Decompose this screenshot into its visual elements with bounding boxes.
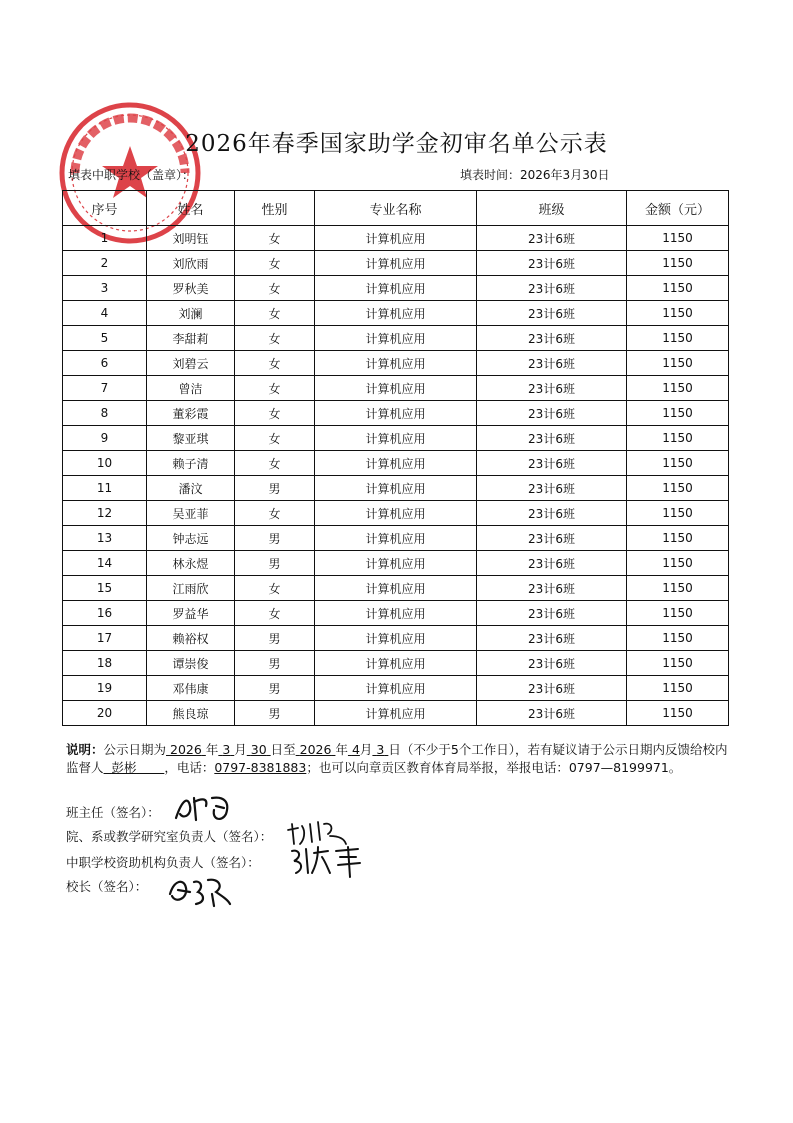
year-unit: 年 [205,742,219,757]
table-row [63,526,729,551]
page-title: 2026年春季国家助学金初审名单公示表 [185,131,608,157]
cell-index: 16 [63,601,147,626]
head-teacher-signature-label: 班主任（签名）： [66,805,160,820]
cell-name: 刘明钰 [147,226,235,251]
cell-gender: 女 [235,301,315,326]
aid-office-head-signature [288,843,368,879]
table-row [63,576,729,601]
year-unit-2: 年 [335,742,348,757]
table-row [63,626,729,651]
cell-major: 计算机应用 [315,401,477,426]
table-row [63,351,729,376]
cell-class: 23计6班 [477,701,627,726]
col-header-major: 专业名称 [315,191,477,226]
end-year-value: 2026 [299,742,332,757]
cell-major: 计算机应用 [315,451,477,476]
table-row [63,601,729,626]
cell-class: 23计6班 [477,301,627,326]
cell-index: 2 [63,251,147,276]
cell-index: 9 [63,426,147,451]
cell-class: 23计6班 [477,601,627,626]
cell-gender: 女 [235,276,315,301]
head-teacher-signature [172,792,234,824]
cell-class: 23计6班 [477,326,627,351]
cell-index: 17 [63,626,147,651]
cell-index: 12 [63,501,147,526]
cell-index: 10 [63,451,147,476]
cell-major: 计算机应用 [315,476,477,501]
cell-amount: 1150 [627,676,729,701]
cell-class: 23计6班 [477,276,627,301]
cell-amount: 1150 [627,501,729,526]
cell-major: 计算机应用 [315,376,477,401]
start-day-value: 30 [250,742,267,757]
cell-gender: 男 [235,676,315,701]
table-row [63,551,729,576]
cell-major: 计算机应用 [315,526,477,551]
cell-index: 18 [63,651,147,676]
fill-date-value: 2026年3月30日 [520,168,610,182]
cell-index: 3 [63,276,147,301]
table-row [63,451,729,476]
cell-major: 计算机应用 [315,226,477,251]
fill-unit-label: 填表中职学校（盖章）： [68,168,195,182]
cell-gender: 男 [235,551,315,576]
table-row [63,326,729,351]
cell-gender: 男 [235,701,315,726]
cell-amount: 1150 [627,376,729,401]
cell-name: 熊良琼 [147,701,235,726]
cell-name: 吴亚菲 [147,501,235,526]
day-unit-to: 日至 [270,742,296,757]
cell-major: 计算机应用 [315,276,477,301]
recipient-table [62,190,729,726]
end-day-value: 3 [376,742,385,757]
cell-class: 23计6班 [477,251,627,276]
department-head-signature-label: 院、系或教学研究室负责人（签名）： [66,829,273,844]
cell-class: 23计6班 [477,676,627,701]
cell-gender: 男 [235,526,315,551]
col-header-amount: 金额（元） [627,191,729,226]
cell-gender: 女 [235,576,315,601]
cell-amount: 1150 [627,601,729,626]
cell-name: 赖子清 [147,451,235,476]
notice-part-3: ，电话： [164,760,215,775]
cell-major: 计算机应用 [315,351,477,376]
end-month [348,742,360,757]
cell-index: 19 [63,676,147,701]
cell-class: 23计6班 [477,576,627,601]
cell-gender: 女 [235,401,315,426]
cell-major: 计算机应用 [315,251,477,276]
table-body [63,226,729,726]
cell-class: 23计6班 [477,526,627,551]
cell-gender: 女 [235,501,315,526]
month-unit-2: 月 [359,742,373,757]
cell-amount: 1150 [627,226,729,251]
cell-index: 20 [63,701,147,726]
notice-part-2: 日（不少于5个工作日），若有疑议请于公示日期内反馈给校内监督人 [66,742,728,775]
cell-gender: 女 [235,351,315,376]
cell-class: 23计6班 [477,501,627,526]
cell-gender: 女 [235,326,315,351]
table-header-row [63,191,729,226]
cell-amount: 1150 [627,451,729,476]
cell-amount: 1150 [627,526,729,551]
cell-name: 曾洁 [147,376,235,401]
cell-class: 23计6班 [477,376,627,401]
notice-part-4: ；也可以向章贡区教育体育局举报，举报电话：0797—8199971。 [306,760,682,775]
cell-class: 23计6班 [477,426,627,451]
cell-name: 李甜莉 [147,326,235,351]
cell-index: 11 [63,476,147,501]
cell-major: 计算机应用 [315,651,477,676]
cell-major: 计算机应用 [315,326,477,351]
cell-class: 23计6班 [477,226,627,251]
notice-text [66,741,732,777]
cell-index: 13 [63,526,147,551]
col-header-class: 班级 [477,191,627,226]
cell-amount: 1150 [627,651,729,676]
table-row [63,301,729,326]
cell-gender: 男 [235,651,315,676]
cell-major: 计算机应用 [315,676,477,701]
cell-amount: 1150 [627,351,729,376]
cell-name: 钟志远 [147,526,235,551]
supervisor-phone: 0797-8381883 [214,760,307,775]
cell-major: 计算机应用 [315,426,477,451]
cell-gender: 女 [235,226,315,251]
cell-amount: 1150 [627,276,729,301]
cell-class: 23计6班 [477,551,627,576]
cell-gender: 女 [235,251,315,276]
cell-amount: 1150 [627,551,729,576]
cell-major: 计算机应用 [315,601,477,626]
table-row [63,476,729,501]
cell-name: 潘汶 [147,476,235,501]
table-row [63,276,729,301]
table-row [63,426,729,451]
table-row [63,376,729,401]
aid-office-head-signature-label: 中职学校资助机构负责人（签名）： [66,855,260,870]
end-year [296,742,336,757]
cell-name: 刘澜 [147,301,235,326]
table-row [63,701,729,726]
cell-name: 林永煜 [147,551,235,576]
cell-name: 江雨欣 [147,576,235,601]
cell-index: 1 [63,226,147,251]
cell-major: 计算机应用 [315,576,477,601]
col-header-gender: 性别 [235,191,315,226]
cell-index: 14 [63,551,147,576]
cell-name: 黎亚琪 [147,426,235,451]
notice-label: 说明： [66,742,104,757]
cell-amount: 1150 [627,326,729,351]
cell-gender: 男 [235,476,315,501]
cell-amount: 1150 [627,301,729,326]
table-row [63,401,729,426]
cell-name: 董彩霞 [147,401,235,426]
cell-major: 计算机应用 [315,626,477,651]
table-row [63,251,729,276]
cell-name: 赖裕权 [147,626,235,651]
cell-amount: 1150 [627,251,729,276]
table-row [63,226,729,251]
cell-gender: 女 [235,376,315,401]
cell-amount: 1150 [627,426,729,451]
cell-amount: 1150 [627,401,729,426]
cell-class: 23计6班 [477,451,627,476]
cell-gender: 女 [235,426,315,451]
cell-gender: 女 [235,451,315,476]
cell-name: 罗秋美 [147,276,235,301]
cell-index: 4 [63,301,147,326]
cell-amount: 1150 [627,576,729,601]
cell-index: 8 [63,401,147,426]
cell-major: 计算机应用 [315,501,477,526]
cell-major: 计算机应用 [315,701,477,726]
supervisor [104,760,165,775]
cell-class: 23计6班 [477,476,627,501]
cell-class: 23计6班 [477,626,627,651]
cell-index: 7 [63,376,147,401]
cell-gender: 女 [235,601,315,626]
cell-index: 6 [63,351,147,376]
month-unit: 月 [234,742,247,757]
notice-part-1: 公示日期为 [103,742,167,757]
cell-name: 邓伟康 [147,676,235,701]
fill-date-label: 填表时间： [460,168,521,182]
start-month-value: 3 [222,742,231,757]
end-month-value: 4 [351,742,360,757]
cell-major: 计算机应用 [315,301,477,326]
cell-index: 5 [63,326,147,351]
cell-major: 计算机应用 [315,551,477,576]
supervisor-name: 彭彬 [111,760,137,775]
start-year-value: 2026 [170,742,202,757]
end-day [372,742,388,757]
cell-gender: 男 [235,626,315,651]
principal-signature [166,874,232,908]
col-header-name: 姓名 [147,191,235,226]
cell-amount: 1150 [627,701,729,726]
cell-name: 刘欣雨 [147,251,235,276]
cell-name: 罗益华 [147,601,235,626]
cell-amount: 1150 [627,626,729,651]
cell-name: 刘碧云 [147,351,235,376]
cell-class: 23计6班 [477,651,627,676]
cell-class: 23计6班 [477,351,627,376]
start-month [218,742,234,757]
start-year [166,742,206,757]
cell-amount: 1150 [627,476,729,501]
cell-class: 23计6班 [477,401,627,426]
principal-signature-label: 校长（签名）： [66,879,148,894]
start-day [247,742,271,757]
fill-date [460,166,609,183]
table-row [63,651,729,676]
cell-name: 谭崇俊 [147,651,235,676]
col-header-index: 序号 [63,191,147,226]
table-row [63,501,729,526]
cell-index: 15 [63,576,147,601]
table-row [63,676,729,701]
